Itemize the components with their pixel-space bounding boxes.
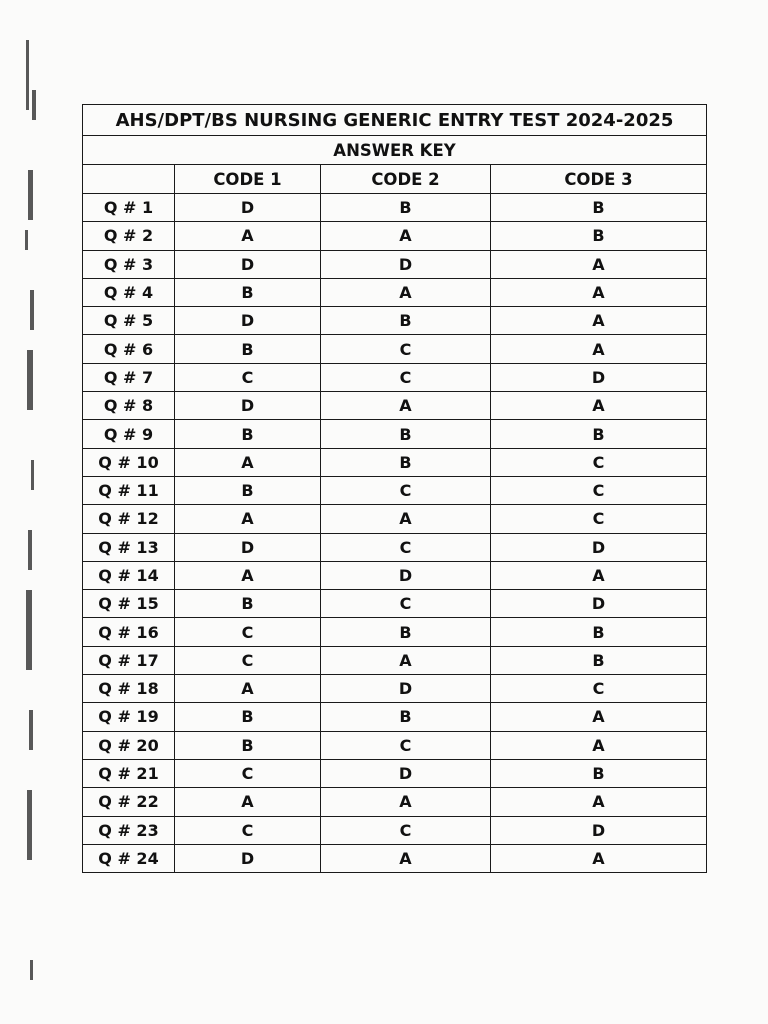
code-2-answer: C	[321, 816, 491, 844]
question-label: Q # 14	[83, 561, 175, 589]
code-3-answer: A	[491, 250, 707, 278]
question-label: Q # 20	[83, 731, 175, 759]
code-1-answer: D	[175, 194, 321, 222]
code-3-answer: D	[491, 816, 707, 844]
table-row	[83, 675, 707, 703]
code-2-answer: C	[321, 363, 491, 391]
code-3-answer: B	[491, 759, 707, 787]
code-3-answer: D	[491, 533, 707, 561]
code-1-answer: D	[175, 392, 321, 420]
code-2-answer: D	[321, 250, 491, 278]
column-header-code-3: CODE 3	[491, 165, 707, 194]
code-1-answer: B	[175, 476, 321, 504]
code-2-answer: C	[321, 590, 491, 618]
code-3-answer: B	[491, 222, 707, 250]
code-1-answer: C	[175, 646, 321, 674]
code-1-answer: C	[175, 618, 321, 646]
question-label: Q # 18	[83, 675, 175, 703]
code-3-answer: A	[491, 278, 707, 306]
code-1-answer: B	[175, 731, 321, 759]
code-2-answer: B	[321, 448, 491, 476]
column-header-code-2: CODE 2	[321, 165, 491, 194]
code-2-answer: B	[321, 420, 491, 448]
table-row	[83, 363, 707, 391]
code-3-answer: D	[491, 363, 707, 391]
question-label: Q # 2	[83, 222, 175, 250]
document-title: AHS/DPT/BS NURSING GENERIC ENTRY TEST 2024-2025	[83, 105, 707, 136]
code-3-answer: B	[491, 420, 707, 448]
code-1-answer: D	[175, 250, 321, 278]
code-2-answer: B	[321, 703, 491, 731]
table-row	[83, 844, 707, 872]
code-3-answer: A	[491, 392, 707, 420]
answer-rows	[83, 194, 707, 873]
code-1-answer: D	[175, 533, 321, 561]
code-2-answer: A	[321, 392, 491, 420]
question-label: Q # 16	[83, 618, 175, 646]
question-label: Q # 24	[83, 844, 175, 872]
table-row	[83, 788, 707, 816]
code-3-answer: C	[491, 476, 707, 504]
table-row	[83, 392, 707, 420]
code-2-answer: A	[321, 222, 491, 250]
code-1-answer: C	[175, 816, 321, 844]
question-label: Q # 5	[83, 307, 175, 335]
scan-edge-marks	[22, 30, 52, 990]
table-row	[83, 278, 707, 306]
answer-key-sheet	[82, 104, 706, 873]
code-2-answer: B	[321, 618, 491, 646]
code-2-answer: C	[321, 533, 491, 561]
question-label: Q # 1	[83, 194, 175, 222]
table-row	[83, 533, 707, 561]
answer-key-table	[82, 104, 707, 873]
table-row	[83, 816, 707, 844]
table-row	[83, 703, 707, 731]
code-2-answer: A	[321, 505, 491, 533]
question-label: Q # 23	[83, 816, 175, 844]
table-row	[83, 590, 707, 618]
table-row	[83, 646, 707, 674]
question-label: Q # 11	[83, 476, 175, 504]
code-1-answer: A	[175, 675, 321, 703]
code-2-answer: B	[321, 307, 491, 335]
table-row	[83, 476, 707, 504]
table-row	[83, 618, 707, 646]
table-row	[83, 335, 707, 363]
code-3-answer: B	[491, 194, 707, 222]
code-1-answer: D	[175, 844, 321, 872]
code-3-answer: C	[491, 448, 707, 476]
question-label: Q # 10	[83, 448, 175, 476]
code-2-answer: A	[321, 788, 491, 816]
code-1-answer: B	[175, 703, 321, 731]
code-1-answer: A	[175, 448, 321, 476]
table-row	[83, 759, 707, 787]
table-row	[83, 307, 707, 335]
question-label: Q # 19	[83, 703, 175, 731]
table-row	[83, 194, 707, 222]
question-label: Q # 12	[83, 505, 175, 533]
code-1-answer: C	[175, 759, 321, 787]
question-label: Q # 21	[83, 759, 175, 787]
code-1-answer: A	[175, 561, 321, 589]
code-1-answer: B	[175, 278, 321, 306]
code-3-answer: A	[491, 844, 707, 872]
question-label: Q # 4	[83, 278, 175, 306]
code-1-answer: A	[175, 505, 321, 533]
code-2-answer: C	[321, 476, 491, 504]
question-label: Q # 3	[83, 250, 175, 278]
code-3-answer: A	[491, 703, 707, 731]
question-label: Q # 22	[83, 788, 175, 816]
table-row	[83, 505, 707, 533]
question-label: Q # 13	[83, 533, 175, 561]
code-3-answer: A	[491, 788, 707, 816]
code-3-answer: D	[491, 590, 707, 618]
table-row	[83, 448, 707, 476]
table-row	[83, 731, 707, 759]
code-3-answer: A	[491, 731, 707, 759]
table-row	[83, 420, 707, 448]
code-3-answer: C	[491, 505, 707, 533]
question-label: Q # 8	[83, 392, 175, 420]
question-label: Q # 9	[83, 420, 175, 448]
code-2-answer: A	[321, 278, 491, 306]
code-2-answer: D	[321, 759, 491, 787]
question-label: Q # 7	[83, 363, 175, 391]
question-label: Q # 17	[83, 646, 175, 674]
code-1-answer: A	[175, 222, 321, 250]
code-3-answer: A	[491, 335, 707, 363]
code-1-answer: D	[175, 307, 321, 335]
column-header-code-1: CODE 1	[175, 165, 321, 194]
table-row	[83, 561, 707, 589]
code-3-answer: A	[491, 307, 707, 335]
document-subtitle: ANSWER KEY	[83, 136, 707, 165]
code-3-answer: B	[491, 618, 707, 646]
code-2-answer: D	[321, 561, 491, 589]
table-row	[83, 250, 707, 278]
code-3-answer: B	[491, 646, 707, 674]
code-2-answer: C	[321, 335, 491, 363]
code-3-answer: A	[491, 561, 707, 589]
code-2-answer: D	[321, 675, 491, 703]
code-1-answer: B	[175, 420, 321, 448]
code-3-answer: C	[491, 675, 707, 703]
column-header-blank	[83, 165, 175, 194]
column-header-row	[83, 165, 707, 194]
code-1-answer: C	[175, 363, 321, 391]
question-label: Q # 6	[83, 335, 175, 363]
code-1-answer: A	[175, 788, 321, 816]
code-2-answer: A	[321, 646, 491, 674]
code-1-answer: B	[175, 590, 321, 618]
code-2-answer: A	[321, 844, 491, 872]
code-2-answer: C	[321, 731, 491, 759]
code-2-answer: B	[321, 194, 491, 222]
table-row	[83, 222, 707, 250]
question-label: Q # 15	[83, 590, 175, 618]
code-1-answer: B	[175, 335, 321, 363]
